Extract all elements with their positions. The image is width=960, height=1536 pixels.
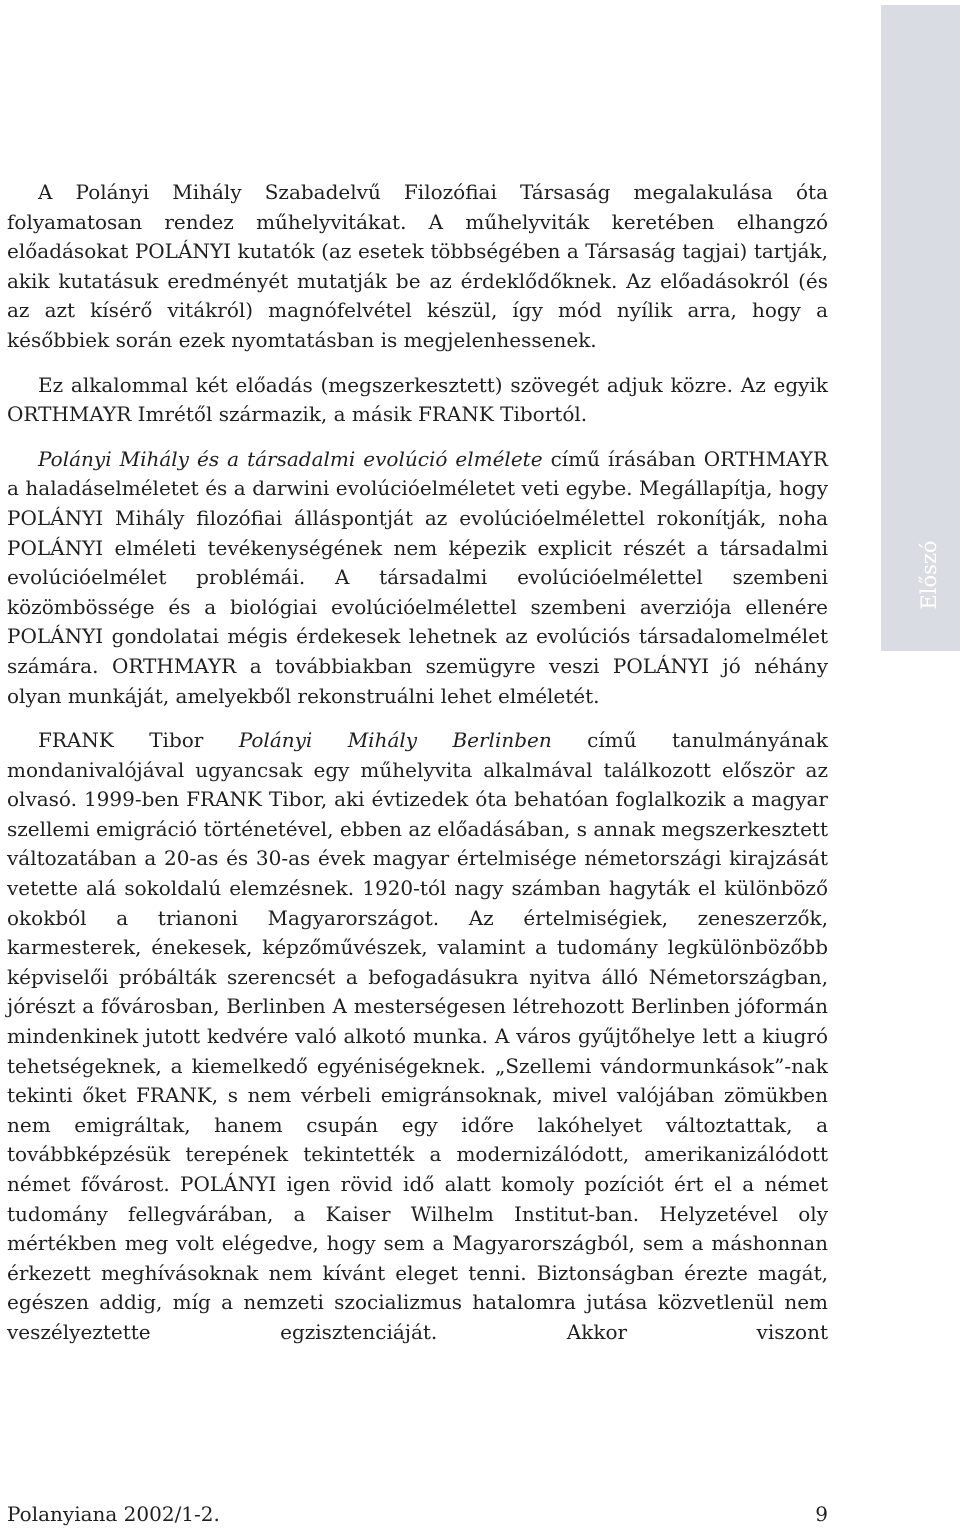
page-number: 9	[815, 1502, 828, 1526]
paragraph-announcement: Ez alkalommal két előadás (megszerkesztett) szövegét adjuk közre. Az egyik ORTHMAYR Imrétől származik, a másik FRANK Tibortól.	[7, 372, 828, 427]
body-text	[7, 178, 828, 1348]
frank-title: Polányi Mihály Berlinben	[238, 728, 552, 753]
section-label: Előszó	[917, 540, 941, 610]
paragraph-orthmayr	[7, 445, 828, 711]
frank-intro: FRANK Tibor	[38, 728, 239, 753]
paragraph-frank	[7, 726, 828, 1347]
paragraph-intro: A Polányi Mihály Szabadelvű Filozófiai Társaság megalakulása óta folyamatosan rendez műhelyvitákat. A műhelyviták keretében elhangzó előadásokat POLÁNYI kutatók (az esetek többségében a Társaság tagjai) tartják, akik kutatásuk eredményét mutatják be az érdeklődőknek. Az előadásokról (és az azt kísérő vitákról) magnófelvétel készül, így mód nyílik arra, hogy a későbbiek során ezek nyomtatásban is megjelenhessenek.	[7, 180, 828, 352]
orthmayr-summary: című írásában ORTHMAYR a haladáselméletet és a darwini evolúcióelméletet veti egybe. Megállapítja, hogy POLÁNYI Mihály filozófiai álláspontját az evolúcióelmélettel rokonítják, noha POLÁNYI elméleti tevékenységének nem képezik explicit részét a társadalmi evolúcióelmélet problémái. A társadalmi evolúcióelmélettel szembeni közömbössége és a biológiai evolúcióelmélettel szembeni averziója ellenére POLÁNYI gondolatai mégis érdekesek lehetnek az evolúciós társadalomelmélet számára. ORTHMAYR a továbbiakban szemügyre veszi POLÁNYI jó néhány olyan munkáját, amelyekből rekonstruálni lehet elméletét.	[7, 446, 828, 708]
frank-summary: című tanulmányának mondanivalójával ugyancsak egy műhelyvita alkalmával találkozott először az olvasó. 1999-ben FRANK Tibor, aki évtizedek óta behatóan foglalkozik a magyar szellemi emigráció történetével, ebben az előadásában, s annak megszerkesztett változatában a 20-as és 30-as évek magyar értelmisége németországi kirajzását vetette alá sokoldalú elemzésnek. 1920-tól nagy számban hagyták el különböző okokból a trianoni Magyarországot. Az értelmiségiek, zeneszerzők, karmesterek, énekesek, képzőművészek, valamint a tudomány legkülönbözőbb képviselői próbálták szerencsét a befogadásukra nyitva álló Németországban, jórészt a fővárosban, Berlinben A mesterségesen létrehozott Berlinben jóformán mindenkinek jutott kedvére való alkotó munka. A város gyűjtőhelye lett a kiugró tehetségeknek, a kiemelkedő egyéniségeknek. „Szellemi vándormunkások”-nak tekinti őket FRANK, s nem vérbeli emigránsoknak, mivel valójában zömükben nem emigráltak, hanem csupán egy időre lakóhelyet változtattak, a továbbképzésük terepének tekintették a modernizálódott, amerikanizálódott német fővárost. POLÁNYI igen rövid idő alatt komoly pozíciót ért el a német tudomány fellegvárában, a Kaiser Wilhelm Institut-ban. Helyzetével oly mértékben meg volt elégedve, hogy sem a Magyarországból, sem a máshonnan érkezett meghívásoknak nem kívánt eleget tenni. Biztonságban érezte magát, egészen addig, míg a nemzeti szocializmus hatalomra jutása közvetlenül nem veszélyeztette egzisztenciáját. Akkor viszont	[7, 728, 828, 1344]
journal-name: Polanyiana 2002/1-2.	[7, 1502, 220, 1526]
orthmayr-title: Polányi Mihály és a társadalmi evolúció elmélete	[38, 446, 543, 471]
